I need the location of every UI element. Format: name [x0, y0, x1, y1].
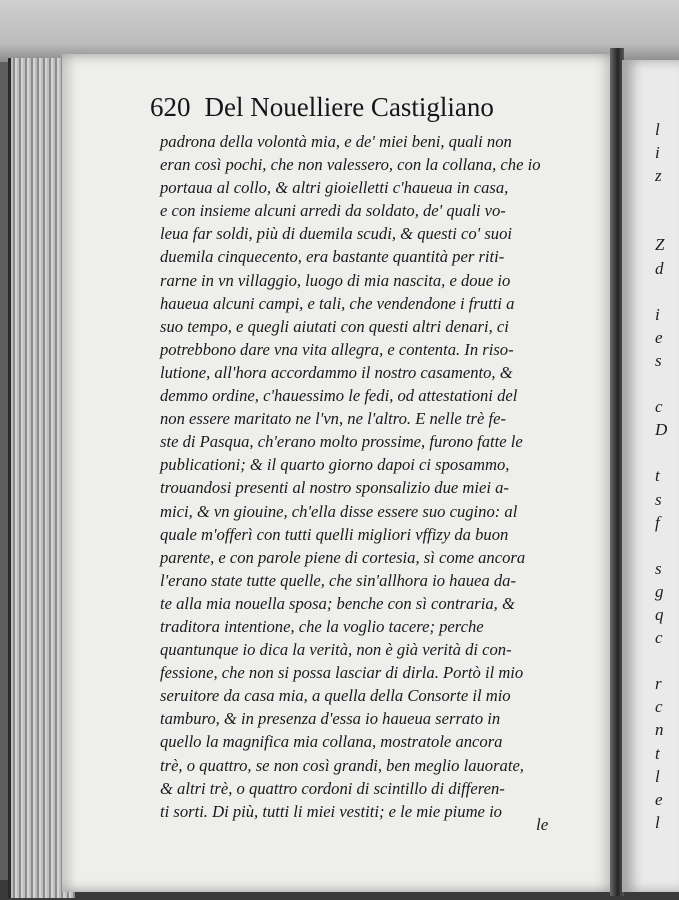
- right-page-fragment: n: [655, 720, 664, 740]
- right-page-fragment: d: [655, 258, 664, 278]
- text-line: rarne in vn villaggio, luogo di mia nascita, e doue io: [160, 270, 511, 290]
- text-line: haueua alcuni campi, e tali, che vendendone i frutti a: [160, 293, 515, 313]
- right-page-fragment: s: [655, 558, 662, 578]
- running-title: Del Nouelliere Castigliano: [204, 92, 494, 122]
- text-line: seruitore da casa mia, a quella della Consorte il mio: [160, 686, 511, 706]
- text-line: trouandosi presenti al nostro sponsalizio due miei a-: [160, 478, 509, 498]
- right-page-fragment: f: [655, 512, 660, 532]
- right-page-fragment: i: [655, 304, 660, 324]
- text-line: e con insieme alcuni arredi da soldato, de' quali vo-: [160, 201, 506, 221]
- right-page-fragment: c: [655, 397, 663, 417]
- right-page-fragment: e: [655, 327, 663, 347]
- text-line: eran così pochi, che non valessero, con la collana, che io: [160, 155, 541, 175]
- right-page-fragment: Z: [655, 235, 665, 255]
- body-text: [160, 130, 595, 823]
- text-line: publicationi; & il quarto giorno dapoi ci sposammo,: [160, 455, 510, 475]
- text-line: portaua al collo, & altri gioielletti c'haueua in casa,: [160, 178, 509, 198]
- page-number: 620: [150, 92, 191, 122]
- right-page-fragment: [655, 649, 667, 672]
- text-line: potrebbono dare vna vita allegra, e contenta. In riso-: [160, 339, 514, 359]
- text-line: quale m'offerì con tutti quelli migliori vffizy da buon: [160, 524, 509, 544]
- text-line: ste di Pasqua, ch'erano molto prossime, furono fatte le: [160, 432, 523, 452]
- right-page-fragment: [655, 280, 667, 303]
- right-page-fragment: [655, 441, 667, 464]
- text-line: trè, o quattro, se non così grandi, ben meglio lauorate,: [160, 755, 524, 775]
- text-line: duemila cinquecento, era bastante quantità per riti-: [160, 247, 505, 267]
- right-page-text-fragments: [655, 118, 667, 834]
- text-line: non essere maritato ne l'vn, ne l'altro. E nelle trè fe-: [160, 409, 506, 429]
- text-line: parente, e con parole piene di cortesia, sì come ancora: [160, 547, 526, 567]
- right-page-fragment: c: [655, 697, 663, 717]
- right-page-fragment: [655, 187, 667, 210]
- text-line: l'erano state tutte quelle, che sin'allhora io hauea da-: [160, 570, 516, 590]
- right-page-fragment: [655, 534, 667, 557]
- text-line: leua far soldi, più di duemila scudi, & questi co' suoi: [160, 224, 513, 244]
- right-page-fragment: s: [655, 489, 662, 509]
- text-line: tamburo, & in presenza d'essa io haueua serrato in: [160, 709, 501, 729]
- right-page-fragment: s: [655, 350, 662, 370]
- text-line: suo tempo, e quegli aiutati con questi altri denari, ci: [160, 316, 509, 336]
- right-page-fragment: z: [655, 166, 662, 186]
- right-page-fragment: r: [655, 674, 662, 694]
- text-line: padrona della volontà mia, e de' miei beni, quali non: [160, 132, 512, 151]
- right-page-fragment: g: [655, 581, 664, 601]
- text-line: te alla mia nouella sposa; benche con sì contraria, &: [160, 593, 515, 613]
- text-line: mici, & vn giouine, ch'ella disse essere suo cugino: al: [160, 501, 518, 521]
- background-top: [0, 0, 679, 62]
- right-page: [622, 60, 679, 892]
- right-page-fragment: l: [655, 120, 660, 139]
- right-page-fragment: [655, 372, 667, 395]
- right-page-fragment: q: [655, 604, 664, 624]
- text-line: lutione, all'hora accordammo il nostro casamento, &: [160, 362, 513, 382]
- text-line: quello la magnifica mia collana, mostratole ancora: [160, 732, 503, 752]
- text-line: traditora intentione, che la voglio tacere; perche: [160, 616, 484, 636]
- right-page-fragment: l: [655, 766, 660, 786]
- text-line: quantunque io dica la verità, non è già verità di con-: [160, 640, 512, 660]
- text-line: fessione, che non si possa lasciar di dirla. Portò il mio: [160, 663, 524, 683]
- text-line: demmo ordine, c'hauessimo le fedi, od attestationi del: [160, 386, 518, 406]
- right-page-fragment: D: [655, 420, 668, 440]
- right-page-fragment: t: [655, 743, 660, 763]
- right-page-fragment: e: [655, 789, 663, 809]
- text-line: & altri trè, o quattro cordoni di scintillo di differen-: [160, 778, 505, 798]
- catchword: le: [536, 815, 549, 834]
- right-page-fragment: t: [655, 466, 660, 486]
- right-page-fragment: l: [655, 812, 660, 832]
- right-page-fragment: i: [655, 143, 660, 163]
- right-page-fragment: c: [655, 628, 663, 648]
- right-page-fragment: [655, 210, 667, 233]
- text-line: ti sorti. Di più, tutti li miei vestiti; e le mie piume io: [160, 801, 502, 821]
- page-header: [150, 92, 494, 123]
